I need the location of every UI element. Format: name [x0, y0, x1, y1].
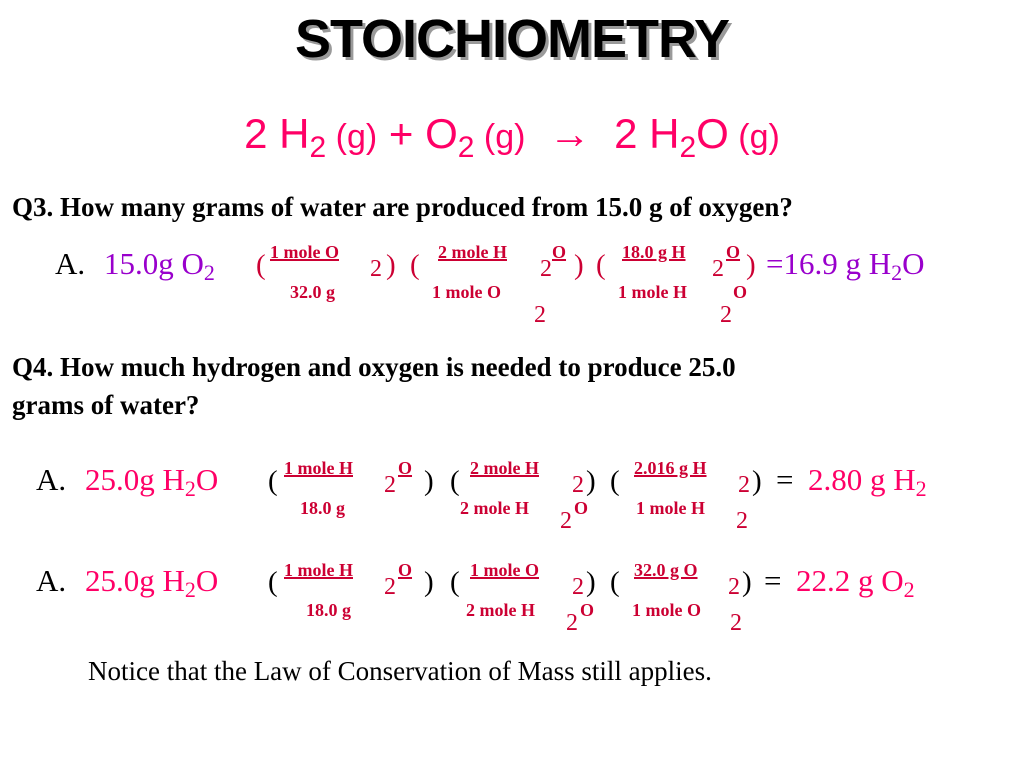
q3-factor3-close: ) [746, 249, 756, 281]
q4-a1-factor1-mid: 2 [384, 472, 396, 498]
q4-a2-start-sub: 2 [184, 577, 196, 602]
q4-a2-factor2-close: ) [586, 566, 596, 598]
q3-factor3-denom-sub: 2 [720, 302, 732, 328]
q4-a2-factor1-numerator: 1 mole H [284, 560, 353, 580]
q3-start-text: 15.0g O [104, 246, 204, 281]
q4-a2-result [796, 563, 915, 603]
eq-coeff-h2: 2 H [244, 110, 310, 157]
q4-a1-factor2-mid: 2 [572, 472, 584, 498]
q4-a1-factor2-denom-o: O [574, 498, 589, 518]
q3-factor3-o: O [726, 242, 741, 262]
q4-a1-factor3-mid: 2 [738, 472, 750, 498]
q4-a1-equals: = [776, 462, 794, 497]
q3-factor3-numerator: 18.0 g H [622, 242, 686, 262]
q3-factor3-denominator: 1 mole H [618, 282, 687, 302]
q3-answer-label: A. [55, 246, 86, 281]
eq-state-h2: (g) [326, 118, 378, 156]
q3-start-sub: 2 [203, 260, 215, 285]
q4-a2-paren-open-1: ( [268, 566, 278, 598]
eq-state-o2: (g) [474, 118, 526, 156]
q4-a2-factor1-denominator: 18.0 g [306, 600, 351, 620]
q3-factor3-denom-o: O [733, 282, 748, 302]
eq-plus-o2: + O [377, 110, 458, 157]
q3-factor2-numerator: 2 mole H [438, 242, 507, 262]
q3-result-text: =16.9 g H [766, 246, 892, 281]
eq-sub-o2: 2 [457, 131, 475, 164]
q4-a1-result [808, 462, 927, 502]
q4-a2-factor2-denom-sub: 2 [566, 610, 578, 636]
q4-a1-result-sub: 2 [915, 476, 927, 501]
q4-a1-result-text: 2.80 g H [808, 462, 916, 497]
eq-sub-h2: 2 [309, 131, 327, 164]
q4-a1-factor3-denom-sub: 2 [736, 508, 748, 534]
q4-a1-factor2-close: ) [586, 465, 596, 497]
q4-a2-result-sub: 2 [903, 577, 915, 602]
q4-a2-start-text: 25.0g H [85, 563, 185, 598]
q4-a1-factor3-numerator: 2.016 g H [634, 458, 707, 478]
q4-a2-factor2-denominator: 2 mole H [466, 600, 535, 620]
q4-a1-factor2-denominator: 2 mole H [460, 498, 529, 518]
q4-a1-start-quantity [85, 462, 218, 502]
q4-a1-factor1-o: O [398, 458, 413, 478]
q4-a2-factor2-numerator: 1 mole O [470, 560, 539, 580]
q3-result [766, 246, 925, 286]
q3-paren-open-3: ( [596, 249, 606, 281]
q4-a2-factor2-denom-o: O [580, 600, 595, 620]
q4-question-line1: Q4. How much hydrogen and oxygen is needed to produce 25.0 [12, 352, 736, 382]
q3-factor1-sub: 2 [370, 256, 382, 282]
q4-a2-factor3-close: ) [742, 566, 752, 598]
q3-question: Q3. How many grams of water are produced from 15.0 g of oxygen? [12, 192, 793, 222]
q4-a1-factor3-denominator: 1 mole H [636, 498, 705, 518]
q3-factor3-mid: 2 [712, 256, 724, 282]
eq-o-h2o: O [696, 110, 729, 157]
q4-a2-factor1-o: O [398, 560, 413, 580]
q4-a2-factor1-close: ) [424, 566, 434, 598]
q4-a2-paren-open-2: ( [450, 566, 460, 598]
chemical-equation [0, 110, 1024, 165]
q3-start-quantity [104, 246, 215, 286]
q3-result-o: O [902, 246, 925, 281]
q4-a1-label: A. [36, 462, 67, 497]
q4-a2-factor3-numerator: 32.0 g O [634, 560, 698, 580]
q4-a1-factor1-numerator: 1 mole H [284, 458, 353, 478]
q4-a2-paren-open-3: ( [610, 566, 620, 598]
q4-a2-start-o: O [195, 563, 219, 598]
q4-a1-factor2-denom-sub: 2 [560, 508, 572, 534]
q4-a1-factor2-numerator: 2 mole H [470, 458, 539, 478]
q3-factor1-close: ) [386, 249, 396, 281]
q4-question-line2: grams of water? [12, 390, 200, 420]
q3-paren-open-2: ( [410, 249, 420, 281]
eq-sub-h2o: 2 [679, 131, 697, 164]
eq-state-h2o: (g) [728, 118, 780, 156]
q4-a2-factor3-denominator: 1 mole O [632, 600, 701, 620]
q3-paren-open-1: ( [256, 249, 266, 281]
q3-factor1-numerator: 1 mole O [270, 242, 339, 262]
q4-a1-paren-open-2: ( [450, 465, 460, 497]
q3-factor2-close: ) [574, 249, 584, 281]
q4-a1-paren-open-3: ( [610, 465, 620, 497]
q4-a1-start-text: 25.0g H [85, 462, 185, 497]
q3-factor2-denominator: 1 mole O [432, 282, 501, 302]
conservation-notice: Notice that the Law of Conservation of Mass still applies. [88, 656, 712, 686]
q3-factor2-o: O [552, 242, 567, 262]
reaction-arrow-icon: → [525, 110, 615, 157]
q4-a2-start-quantity [85, 563, 218, 603]
q4-a2-result-text: 22.2 g O [796, 563, 904, 598]
page-title: STOICHIOMETRY [294, 9, 730, 69]
q4-a2-label: A. [36, 563, 67, 598]
q4-a2-factor2-mid: 2 [572, 574, 584, 600]
q4-a2-factor3-denom-sub: 2 [730, 610, 742, 636]
q4-a1-factor1-denominator: 18.0 g [300, 498, 345, 518]
q3-factor2-denom-sub: 2 [534, 302, 546, 328]
q4-a1-factor3-close: ) [752, 465, 762, 497]
q4-a1-factor1-close: ) [424, 465, 434, 497]
q4-a1-start-o: O [195, 462, 219, 497]
q4-a2-equals: = [764, 563, 782, 598]
q3-factor1-denominator: 32.0 g [290, 282, 335, 302]
q3-factor2-mid: 2 [540, 256, 552, 282]
q4-a1-start-sub: 2 [184, 476, 196, 501]
q4-a1-paren-open-1: ( [268, 465, 278, 497]
q4-a2-factor1-mid: 2 [384, 574, 396, 600]
eq-coeff-h2o: 2 H [614, 110, 680, 157]
q4-a2-factor3-mid: 2 [728, 574, 740, 600]
q3-result-sub: 2 [891, 260, 903, 285]
